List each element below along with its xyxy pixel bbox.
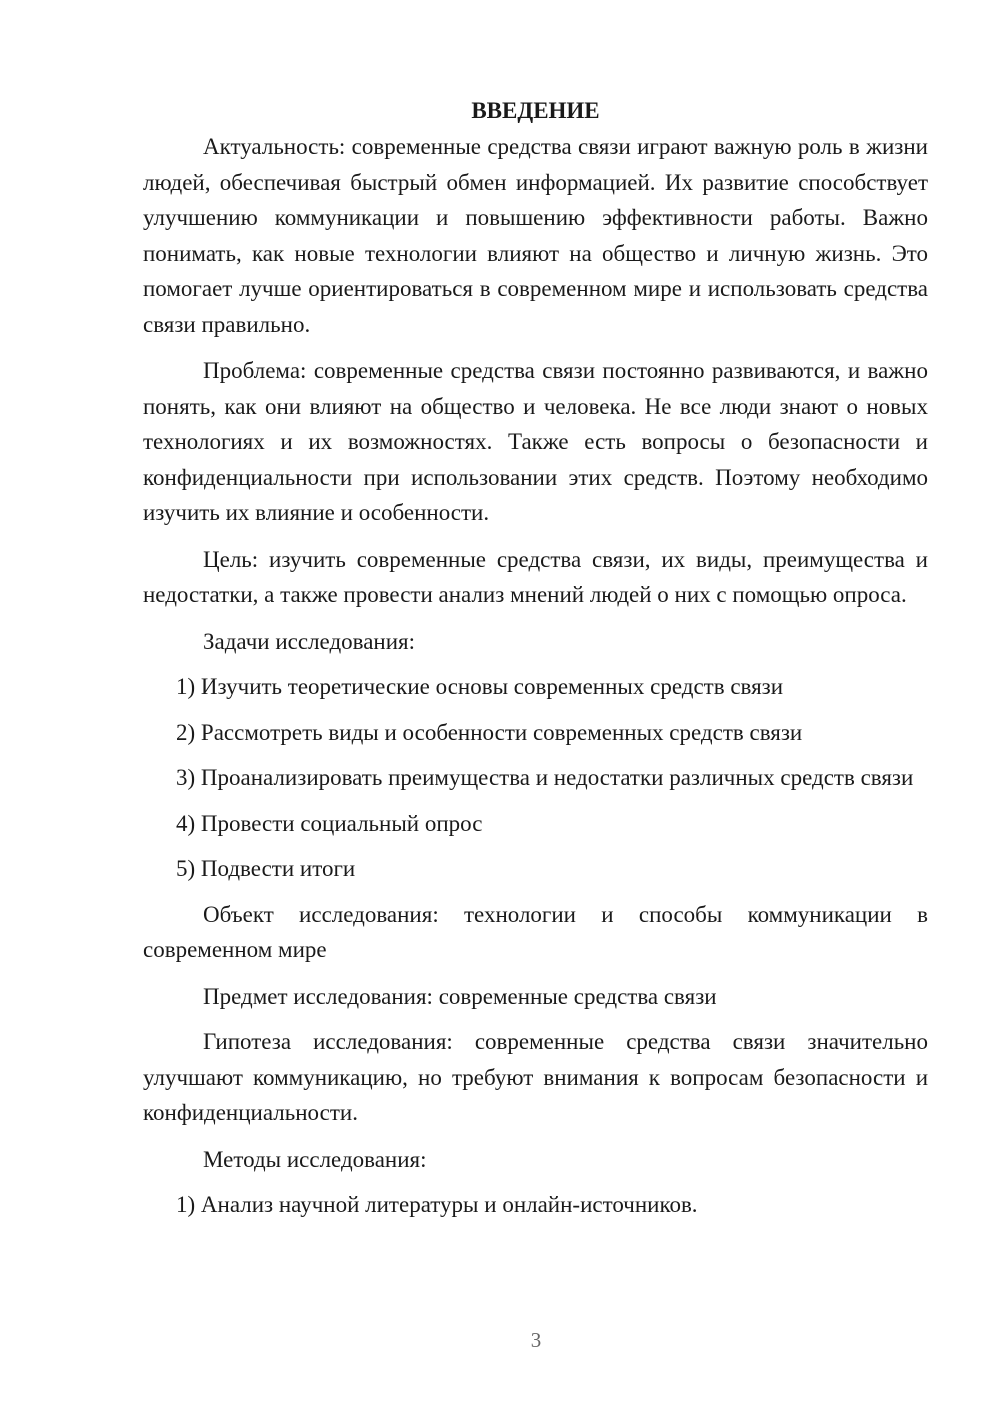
task-item-3: 3) Проанализировать преимущества и недостатки различных средств связи — [176, 765, 914, 790]
goal-paragraph: Цель: изучить современные средства связи, их виды, преимущества и недостатки, а также провести анализ мнений людей о них с помощью опроса. — [143, 546, 928, 607]
task-item-1: 1) Изучить теоретические основы современных средств связи — [176, 674, 784, 699]
hypothesis-paragraph: Гипотеза исследования: современные средства связи значительно улучшают коммуникацию, но требуют внимания к вопросам безопасности и конфиденциальности. — [143, 1029, 928, 1125]
page-title: ВВЕДЕНИЕ — [471, 98, 600, 123]
object-paragraph: Объект исследования: технологии и способы коммуникации в современном мире — [143, 901, 928, 962]
methods-heading: Методы исследования: — [203, 1146, 427, 1172]
relevance-paragraph: Актуальность: современные средства связи играют важную роль в жизни людей, обеспечивая быстрый обмен информацией. Их развитие способствует улучшению коммуникации и повышению эффективности работы. Важно понимать, как новые технологии влияют на общество и личную жизнь. Это помогает лучше ориентироваться в современном мире и использовать средства связи правильно. — [143, 134, 928, 337]
task-item-5: 5) Подвести итоги — [176, 856, 356, 881]
tasks-heading: Задачи исследования: — [203, 628, 416, 654]
problem-paragraph: Проблема: современные средства связи постоянно развиваются, и важно понять, как они влияют на общество и человека. Не все люди знают о новых технологиях и их возможностях. Также есть вопросы о безопасности и конфиденциальности при использовании этих средств. Поэтому необходимо изучить их влияние и особенности. — [143, 358, 928, 525]
task-item-4: 4) Провести социальный опрос — [176, 810, 483, 836]
page-number: 3 — [530, 1328, 542, 1352]
method-item-1: 1) Анализ научной литературы и онлайн-источников. — [176, 1192, 698, 1217]
page-content — [143, 93, 928, 1233]
subject-paragraph: Предмет исследования: современные средства связи — [203, 983, 717, 1009]
task-item-2: 2) Рассмотреть виды и особенности современных средств связи — [176, 719, 803, 745]
